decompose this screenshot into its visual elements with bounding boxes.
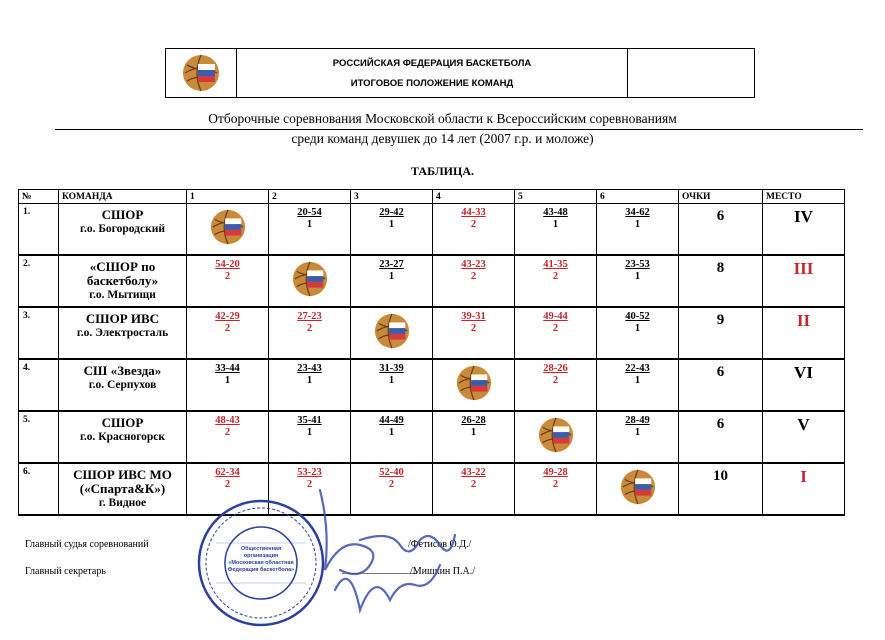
diagonal-logo-cell [187, 204, 269, 256]
game-points: 1 [224, 375, 231, 386]
result-cell [187, 411, 269, 463]
col-header-1: КОМАНДА [59, 190, 187, 204]
signature-mark [300, 470, 470, 630]
result-cell [597, 307, 679, 359]
secretary-name: /Мишкин П.А./ [410, 566, 476, 577]
col-header-3: 2 [269, 190, 351, 204]
points-cell: 6 [679, 411, 763, 463]
table-row [19, 204, 845, 256]
score: 28-26 [543, 363, 568, 374]
secretary-label: Главный секретарь [25, 566, 106, 577]
table-header-row [19, 190, 845, 204]
result-cell [187, 359, 269, 411]
game-points: 1 [552, 219, 559, 230]
score: 43-23 [461, 259, 486, 270]
game-points: 2 [470, 479, 477, 490]
team-name: СШОР ИВС МО («Спарта&К») [73, 467, 172, 496]
game-points: 2 [552, 323, 559, 334]
result-cell [515, 463, 597, 515]
game-points: 1 [388, 427, 395, 438]
result-cell [269, 359, 351, 411]
team-cell [59, 255, 187, 307]
game-points: 1 [306, 375, 313, 386]
game-points: 2 [224, 427, 231, 438]
score: 54-20 [215, 259, 240, 270]
game-points: 1 [388, 219, 395, 230]
place-cell: II [763, 307, 845, 359]
result-cell [269, 204, 351, 256]
game-points: 2 [224, 479, 231, 490]
game-points: 1 [634, 219, 641, 230]
col-header-8: ОЧКИ [679, 190, 763, 204]
result-cell [515, 255, 597, 307]
rfb-logo-icon [619, 468, 657, 506]
table-row [19, 307, 845, 359]
team-name: «СШОР по баскетболу» [86, 259, 159, 288]
game-points: 1 [306, 427, 313, 438]
secretary-line: _______________ [342, 564, 417, 575]
result-cell [515, 307, 597, 359]
rfb-logo-icon [455, 364, 493, 402]
team-cell [59, 411, 187, 463]
points-cell: 6 [679, 359, 763, 411]
result-cell [351, 359, 433, 411]
points-cell: 6 [679, 204, 763, 256]
result-cell [515, 359, 597, 411]
team-cell [59, 307, 187, 359]
diagonal-logo-cell [351, 307, 433, 359]
score: 34-62 [625, 207, 650, 218]
rfb-logo-icon [373, 312, 411, 350]
result-cell [433, 204, 515, 256]
score: 43-22 [461, 467, 486, 478]
game-points: 2 [306, 479, 313, 490]
header-text [237, 49, 628, 97]
row-number: 3. [19, 307, 59, 359]
result-cell [269, 307, 351, 359]
result-cell [597, 411, 679, 463]
team-cell [59, 204, 187, 256]
result-cell [433, 255, 515, 307]
col-header-7: 6 [597, 190, 679, 204]
team-name: СШ «Звезда» [83, 363, 162, 378]
game-points: 2 [470, 271, 477, 282]
rfb-logo-icon [181, 53, 221, 93]
points-cell: 10 [679, 463, 763, 515]
game-points: 1 [388, 375, 395, 386]
points-cell: 8 [679, 255, 763, 307]
game-points: 2 [552, 375, 559, 386]
header-logo-cell [166, 49, 237, 97]
diagonal-logo-cell [433, 359, 515, 411]
table-row [19, 411, 845, 463]
team-city: г.о. Электросталь [76, 327, 169, 339]
score: 20-54 [297, 207, 322, 218]
result-cell [597, 359, 679, 411]
score: 48-43 [215, 415, 240, 426]
team-cell [59, 359, 187, 411]
row-number: 2. [19, 255, 59, 307]
header-org: РОССИЙСКАЯ ФЕДЕРАЦИЯ БАСКЕТБОЛА [332, 57, 532, 69]
row-number: 6. [19, 463, 59, 515]
game-points: 2 [552, 479, 559, 490]
score: 27-23 [297, 311, 322, 322]
game-points: 1 [306, 219, 313, 230]
team-city: г.о. Богородский [80, 223, 165, 235]
score: 23-43 [297, 363, 322, 374]
team-city: г.о. Мытищи [89, 289, 156, 301]
game-points: 1 [634, 427, 641, 438]
col-header-6: 5 [515, 190, 597, 204]
row-number: 5. [19, 411, 59, 463]
game-points: 2 [388, 479, 395, 490]
table-title: ТАБЛИЦА. [411, 164, 474, 178]
score: 35-41 [297, 415, 322, 426]
game-points: 2 [552, 271, 559, 282]
result-cell [433, 307, 515, 359]
game-points: 1 [634, 271, 641, 282]
score: 44-49 [379, 415, 404, 426]
game-points: 1 [388, 271, 395, 282]
score: 49-28 [543, 467, 568, 478]
place-cell: I [763, 463, 845, 515]
score: 42-29 [215, 311, 240, 322]
diagonal-logo-cell [597, 463, 679, 515]
score: 26-28 [461, 415, 486, 426]
result-cell [187, 255, 269, 307]
result-cell [515, 204, 597, 256]
score: 39-31 [461, 311, 486, 322]
score: 22-43 [625, 363, 650, 374]
results-table [18, 189, 845, 516]
header-doc: ИТОГОВОЕ ПОЛОЖЕНИЕ КОМАНД [350, 77, 514, 89]
col-header-2: 1 [187, 190, 269, 204]
game-points: 2 [470, 219, 477, 230]
score: 49-44 [543, 311, 568, 322]
table-row [19, 255, 845, 307]
score: 23-53 [625, 259, 650, 270]
game-points: 1 [470, 427, 477, 438]
team-name: СШОР [101, 207, 144, 222]
stamp-text: Общественная организация «Московская областная Федерация баскетбола» [227, 546, 295, 573]
result-cell [187, 307, 269, 359]
score: 29-42 [379, 207, 404, 218]
col-header-4: 3 [351, 190, 433, 204]
col-header-5: 4 [433, 190, 515, 204]
team-city: г. Видное [98, 497, 147, 509]
row-number: 1. [19, 204, 59, 256]
team-name: СШОР ИВС [85, 311, 160, 326]
header-box [165, 48, 755, 98]
score: 43-48 [543, 207, 568, 218]
score: 52-40 [379, 467, 404, 478]
team-city: г.о. Красногорск [79, 431, 166, 443]
game-points: 1 [634, 375, 641, 386]
col-header-0: № [19, 190, 59, 204]
score: 23-27 [379, 259, 404, 270]
score: 62-34 [215, 467, 240, 478]
game-points: 2 [306, 323, 313, 334]
subtitle-rule [55, 129, 863, 130]
result-cell [351, 255, 433, 307]
score: 41-35 [543, 259, 568, 270]
result-cell [433, 411, 515, 463]
rfb-logo-icon [291, 260, 329, 298]
score: 44-33 [461, 207, 486, 218]
score: 53-23 [297, 467, 322, 478]
game-points: 2 [470, 323, 477, 334]
game-points: 2 [224, 271, 231, 282]
rfb-logo-icon [537, 416, 575, 454]
result-cell [351, 411, 433, 463]
place-cell: V [763, 411, 845, 463]
result-cell [597, 204, 679, 256]
points-cell: 9 [679, 307, 763, 359]
table-row [19, 359, 845, 411]
row-number: 4. [19, 359, 59, 411]
score: 31-39 [379, 363, 404, 374]
result-cell [351, 204, 433, 256]
subtitle-line-1: Отборочные соревнования Московской области к Всероссийским соревнованиям [208, 111, 677, 126]
score: 33-44 [215, 363, 240, 374]
result-cell [269, 411, 351, 463]
judge-label: Главный судья соревнований [25, 539, 149, 550]
game-points: 2 [224, 323, 231, 334]
game-points: 1 [634, 323, 641, 334]
judge-name: /Фетисов О.Д./ [408, 539, 472, 550]
score: 40-52 [625, 311, 650, 322]
team-city: г.о. Серпухов [88, 379, 157, 391]
rfb-logo-icon [209, 208, 247, 246]
col-header-9: МЕСТО [763, 190, 845, 204]
diagonal-logo-cell [515, 411, 597, 463]
place-cell: VI [763, 359, 845, 411]
team-cell [59, 463, 187, 515]
place-cell: IV [763, 204, 845, 256]
header-empty-cell [628, 49, 754, 97]
score: 28-49 [625, 415, 650, 426]
place-cell: III [763, 255, 845, 307]
diagonal-logo-cell [269, 255, 351, 307]
result-cell [597, 255, 679, 307]
subtitle-line-2: среди команд девушек до 14 лет (2007 г.р. и моложе) [291, 131, 594, 146]
team-name: СШОР [101, 415, 144, 430]
